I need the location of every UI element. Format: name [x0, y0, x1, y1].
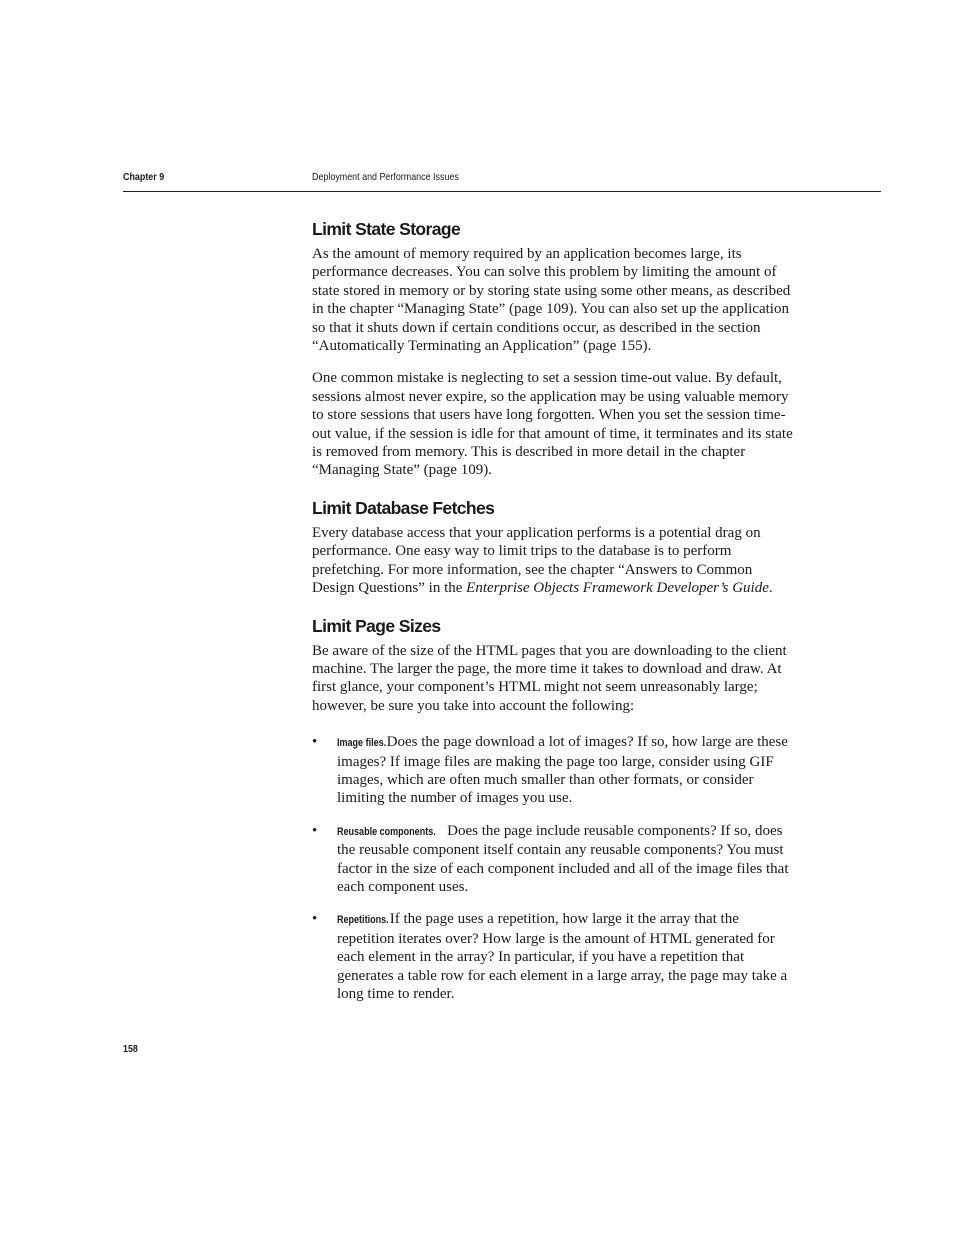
paragraph: One common mistake is neglecting to set a session time-out value. By default, sessions almost never expire, so the application may be using valuable memory to store sessions that users have long forgotten. When you set the session time-out value, if the session is idle for that amount of time, it terminates and its state is removed from memory. This is described in more detail in the chapter “Managing State” (page 109).: [312, 370, 793, 479]
paragraph-text: Every database access that your application performs is a potential drag on performance. One easy way to limit trips to the database is to perform prefetching. For more information, see the chapter “Answers to Common Design Questions” in the: [312, 524, 761, 597]
chapter-title: Deployment and Performance Issues: [312, 171, 459, 183]
paragraph: [312, 524, 796, 598]
paragraph-end: .: [768, 580, 773, 597]
section-heading: Limit State Storage: [312, 219, 461, 239]
list-item-term: Reusable components.: [337, 825, 436, 838]
list-item: [312, 822, 796, 897]
bullet-icon: •: [312, 911, 318, 928]
chapter-label: Chapter 9: [123, 171, 165, 183]
paragraph: As the amount of memory required by an application becomes large, its performance decreases. You can solve this problem by limiting the amount of state stored in memory or by storing state using some other means, as described in the chapter “Managing State” (page 109). You can also set up the application so that it shuts down if certain conditions occur, as described in the section “Automatically Terminating an Application” (page 155).: [312, 246, 791, 355]
bullet-icon: •: [312, 822, 318, 839]
list-item-term: Image files.: [337, 737, 387, 750]
running-header: [123, 171, 881, 192]
section-limit-state-storage: [312, 218, 796, 480]
paragraph: Be aware of the size of the HTML pages that you are downloading to the client machine. The larger the page, the more time it takes to download and draw. At first glance, your component’s HTML might not seem unreasonably large; however, be sure you take into account the following:: [312, 642, 787, 714]
list-item-term: Repetitions.: [337, 914, 389, 927]
section-heading: Limit Database Fetches: [312, 497, 495, 518]
list-item: [312, 733, 796, 808]
list-item-text: If the page uses a repetition, how large it the array that the repetition iterates over? How large is the amount of HTML generated for each element in the array? In particular, if you have a repetition that generates a table row for each element in a large array, the page may take a long time to render.: [337, 911, 788, 1002]
bullet-icon: •: [312, 734, 318, 751]
list-item-text: Does the page download a lot of images? If so, how large are these images? If image files are making the page too large, consider using GIF images, which are often much smaller than other formats, or consider limiting the number of images you use.: [337, 734, 788, 807]
book-title: Enterprise Objects Framework Developer’s Guide: [466, 580, 769, 597]
section-heading: Limit Page Sizes: [312, 615, 441, 636]
bullet-list: [312, 733, 796, 1003]
list-item-text: Does the page include reusable components? If so, does the reusable component itself contain any reusable components? You must factor in the size of each component included and all of the image files that each component uses.: [337, 822, 789, 895]
section-limit-page-sizes: [312, 615, 796, 1004]
list-item: [312, 910, 796, 1003]
page-body: [312, 218, 796, 1020]
section-limit-database-fetches: [312, 497, 796, 598]
page-number: 158: [123, 1043, 138, 1055]
